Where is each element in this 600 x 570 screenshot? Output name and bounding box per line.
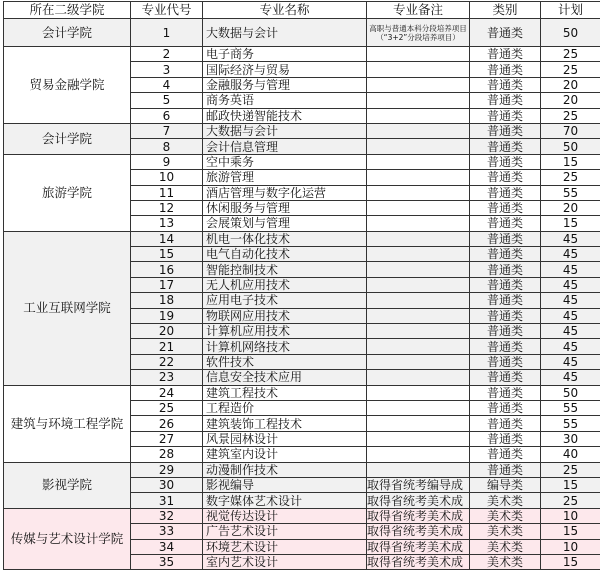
plan-cell: 30 [541, 431, 600, 446]
code-cell: 7 [131, 123, 203, 138]
code-cell: 13 [131, 216, 203, 231]
code-cell: 22 [131, 354, 203, 369]
category-cell: 普通类 [470, 139, 541, 154]
category-cell: 普通类 [470, 293, 541, 308]
code-cell: 10 [131, 170, 203, 185]
category-cell: 编导类 [470, 477, 541, 492]
table-row [4, 154, 600, 169]
plan-cell: 45 [541, 370, 600, 385]
code-cell: 29 [131, 462, 203, 477]
major-name-cell: 建筑装饰工程技术 [203, 416, 367, 431]
category-cell: 普通类 [470, 262, 541, 277]
category-cell: 普通类 [470, 447, 541, 462]
code-cell: 8 [131, 139, 203, 154]
note-cell [367, 277, 470, 292]
major-name-cell: 建筑室内设计 [203, 447, 367, 462]
code-cell: 23 [131, 370, 203, 385]
major-name-cell: 金融服务与管理 [203, 77, 367, 92]
major-name-cell: 计算机网络技术 [203, 339, 367, 354]
major-name-cell: 建筑工程技术 [203, 385, 367, 400]
category-cell: 普通类 [470, 431, 541, 446]
plan-cell: 45 [541, 231, 600, 246]
plan-cell: 55 [541, 400, 600, 415]
code-cell: 20 [131, 324, 203, 339]
category-cell: 普通类 [470, 385, 541, 400]
note-cell [367, 324, 470, 339]
major-name-cell: 商务英语 [203, 93, 367, 108]
major-name-cell: 影视编导 [203, 477, 367, 492]
category-cell: 普通类 [470, 154, 541, 169]
note-cell [367, 293, 470, 308]
major-name-cell: 邮政快递智能技术 [203, 108, 367, 123]
code-cell: 9 [131, 154, 203, 169]
note-cell [367, 77, 470, 92]
plan-cell: 25 [541, 62, 600, 77]
note-cell [367, 231, 470, 246]
category-cell: 普通类 [470, 19, 541, 47]
plan-cell: 45 [541, 354, 600, 369]
plan-cell: 15 [541, 524, 600, 539]
major-name-cell: 环境艺术设计 [203, 539, 367, 554]
plan-cell: 20 [541, 93, 600, 108]
note-cell: 取得省统考美术成 [367, 554, 470, 569]
category-cell: 美术类 [470, 493, 541, 508]
school-cell: 工业互联网学院 [4, 231, 131, 385]
code-cell: 14 [131, 231, 203, 246]
code-cell: 2 [131, 47, 203, 62]
table-row [4, 47, 600, 62]
category-cell: 美术类 [470, 524, 541, 539]
major-name-cell: 休闲服务与管理 [203, 200, 367, 215]
major-name-cell: 空中乘务 [203, 154, 367, 169]
note-cell [367, 247, 470, 262]
category-cell: 普通类 [470, 108, 541, 123]
school-cell: 会计学院 [4, 19, 131, 47]
note-cell [367, 185, 470, 200]
note-cell [367, 462, 470, 477]
code-cell: 26 [131, 416, 203, 431]
plan-cell: 20 [541, 77, 600, 92]
plan-cell: 45 [541, 277, 600, 292]
plan-cell: 45 [541, 262, 600, 277]
code-cell: 25 [131, 400, 203, 415]
major-name-cell: 大数据与会计 [203, 123, 367, 138]
plan-cell: 45 [541, 308, 600, 323]
header-name: 专业名称 [203, 2, 367, 19]
major-name-cell: 旅游管理 [203, 170, 367, 185]
code-cell: 35 [131, 554, 203, 569]
major-name-cell: 会展策划与管理 [203, 216, 367, 231]
code-cell: 18 [131, 293, 203, 308]
category-cell: 普通类 [470, 216, 541, 231]
note-cell: 取得省统考编导成 [367, 477, 470, 492]
code-cell: 34 [131, 539, 203, 554]
table-body [4, 19, 600, 570]
category-cell: 普通类 [470, 370, 541, 385]
note-cell [367, 308, 470, 323]
major-name-cell: 酒店管理与数字化运营 [203, 185, 367, 200]
category-cell: 普通类 [470, 77, 541, 92]
code-cell: 1 [131, 19, 203, 47]
note-cell: 取得省统考美术成 [367, 539, 470, 554]
note-cell [367, 123, 470, 138]
code-cell: 31 [131, 493, 203, 508]
plan-cell: 10 [541, 508, 600, 523]
table-row [4, 462, 600, 477]
code-cell: 3 [131, 62, 203, 77]
code-cell: 6 [131, 108, 203, 123]
note-cell [367, 216, 470, 231]
code-cell: 19 [131, 308, 203, 323]
major-name-cell: 智能控制技术 [203, 262, 367, 277]
plan-cell: 50 [541, 139, 600, 154]
note-cell [367, 139, 470, 154]
table-row [4, 19, 600, 47]
school-cell: 贸易金融学院 [4, 47, 131, 124]
header-category: 类别 [470, 2, 541, 19]
plan-cell: 25 [541, 47, 600, 62]
category-cell: 普通类 [470, 185, 541, 200]
note-cell [367, 108, 470, 123]
code-cell: 33 [131, 524, 203, 539]
major-name-cell: 大数据与会计 [203, 19, 367, 47]
note-cell: 取得省统考美术成 [367, 508, 470, 523]
note-cell [367, 200, 470, 215]
plan-cell: 15 [541, 554, 600, 569]
table-row [4, 231, 600, 246]
school-cell: 建筑与环境工程学院 [4, 385, 131, 462]
table-row [4, 508, 600, 523]
plan-cell: 40 [541, 447, 600, 462]
header-plan: 计划 [541, 2, 600, 19]
note-cell [367, 339, 470, 354]
code-cell: 11 [131, 185, 203, 200]
plan-cell: 55 [541, 416, 600, 431]
code-cell: 17 [131, 277, 203, 292]
category-cell: 普通类 [470, 462, 541, 477]
code-cell: 4 [131, 77, 203, 92]
category-cell: 普通类 [470, 231, 541, 246]
note-cell [367, 385, 470, 400]
major-name-cell: 会计信息管理 [203, 139, 367, 154]
code-cell: 15 [131, 247, 203, 262]
category-cell: 普通类 [470, 93, 541, 108]
table-row [4, 385, 600, 400]
plan-cell: 10 [541, 539, 600, 554]
note-cell [367, 47, 470, 62]
header-code: 专业代号 [131, 2, 203, 19]
plan-cell: 25 [541, 493, 600, 508]
plan-cell: 50 [541, 19, 600, 47]
code-cell: 12 [131, 200, 203, 215]
major-name-cell: 电气自动化技术 [203, 247, 367, 262]
category-cell: 普通类 [470, 277, 541, 292]
header-school: 所在二级学院 [4, 2, 131, 19]
note-cell [367, 154, 470, 169]
major-name-cell: 电子商务 [203, 47, 367, 62]
category-cell: 美术类 [470, 539, 541, 554]
enrollment-plan-table [3, 1, 600, 570]
category-cell: 普通类 [470, 324, 541, 339]
plan-cell: 45 [541, 247, 600, 262]
note-cell [367, 93, 470, 108]
major-name-cell: 国际经济与贸易 [203, 62, 367, 77]
plan-cell: 15 [541, 477, 600, 492]
category-cell: 普通类 [470, 354, 541, 369]
category-cell: 普通类 [470, 47, 541, 62]
major-name-cell: 信息安全技术应用 [203, 370, 367, 385]
plan-cell: 15 [541, 216, 600, 231]
plan-cell: 15 [541, 154, 600, 169]
code-cell: 27 [131, 431, 203, 446]
major-name-cell: 应用电子技术 [203, 293, 367, 308]
category-cell: 普通类 [470, 400, 541, 415]
category-cell: 普通类 [470, 200, 541, 215]
note-cell: 取得省统考美术成 [367, 493, 470, 508]
major-name-cell: 机电一体化技术 [203, 231, 367, 246]
plan-cell: 20 [541, 200, 600, 215]
school-cell: 传媒与艺术设计学院 [4, 508, 131, 570]
plan-cell: 25 [541, 462, 600, 477]
category-cell: 普通类 [470, 247, 541, 262]
plan-cell: 25 [541, 170, 600, 185]
school-cell: 会计学院 [4, 123, 131, 154]
note-cell [367, 262, 470, 277]
major-name-cell: 软件技术 [203, 354, 367, 369]
note-cell [367, 447, 470, 462]
code-cell: 5 [131, 93, 203, 108]
major-name-cell: 室内艺术设计 [203, 554, 367, 569]
plan-cell: 70 [541, 123, 600, 138]
category-cell: 普通类 [470, 308, 541, 323]
major-name-cell: 数字媒体艺术设计 [203, 493, 367, 508]
code-cell: 21 [131, 339, 203, 354]
plan-cell: 45 [541, 324, 600, 339]
note-cell [367, 400, 470, 415]
plan-cell: 50 [541, 385, 600, 400]
code-cell: 28 [131, 447, 203, 462]
table-row [4, 123, 600, 138]
note-cell [367, 170, 470, 185]
category-cell: 美术类 [470, 554, 541, 569]
major-name-cell: 计算机应用技术 [203, 324, 367, 339]
major-name-cell: 视觉传达设计 [203, 508, 367, 523]
major-name-cell: 物联网应用技术 [203, 308, 367, 323]
code-cell: 32 [131, 508, 203, 523]
note-cell [367, 431, 470, 446]
major-name-cell: 无人机应用技术 [203, 277, 367, 292]
major-name-cell: 广告艺术设计 [203, 524, 367, 539]
header-note: 专业备注 [367, 2, 470, 19]
category-cell: 普通类 [470, 123, 541, 138]
note-cell: 高职与普通本科分段培养项目（“3+2”分段培养项目） [367, 19, 470, 47]
note-cell [367, 416, 470, 431]
school-cell: 旅游学院 [4, 154, 131, 231]
category-cell: 普通类 [470, 339, 541, 354]
category-cell: 普通类 [470, 416, 541, 431]
school-cell: 影视学院 [4, 462, 131, 508]
major-name-cell: 动漫制作技术 [203, 462, 367, 477]
code-cell: 30 [131, 477, 203, 492]
category-cell: 普通类 [470, 170, 541, 185]
plan-cell: 45 [541, 293, 600, 308]
major-name-cell: 工程造价 [203, 400, 367, 415]
plan-cell: 25 [541, 108, 600, 123]
note-cell [367, 354, 470, 369]
plan-cell: 45 [541, 339, 600, 354]
note-cell [367, 370, 470, 385]
category-cell: 美术类 [470, 508, 541, 523]
category-cell: 普通类 [470, 62, 541, 77]
code-cell: 16 [131, 262, 203, 277]
note-cell: 取得省统考美术成 [367, 524, 470, 539]
plan-cell: 55 [541, 185, 600, 200]
note-cell [367, 62, 470, 77]
header-row [4, 2, 600, 19]
major-name-cell: 风景园林设计 [203, 431, 367, 446]
code-cell: 24 [131, 385, 203, 400]
